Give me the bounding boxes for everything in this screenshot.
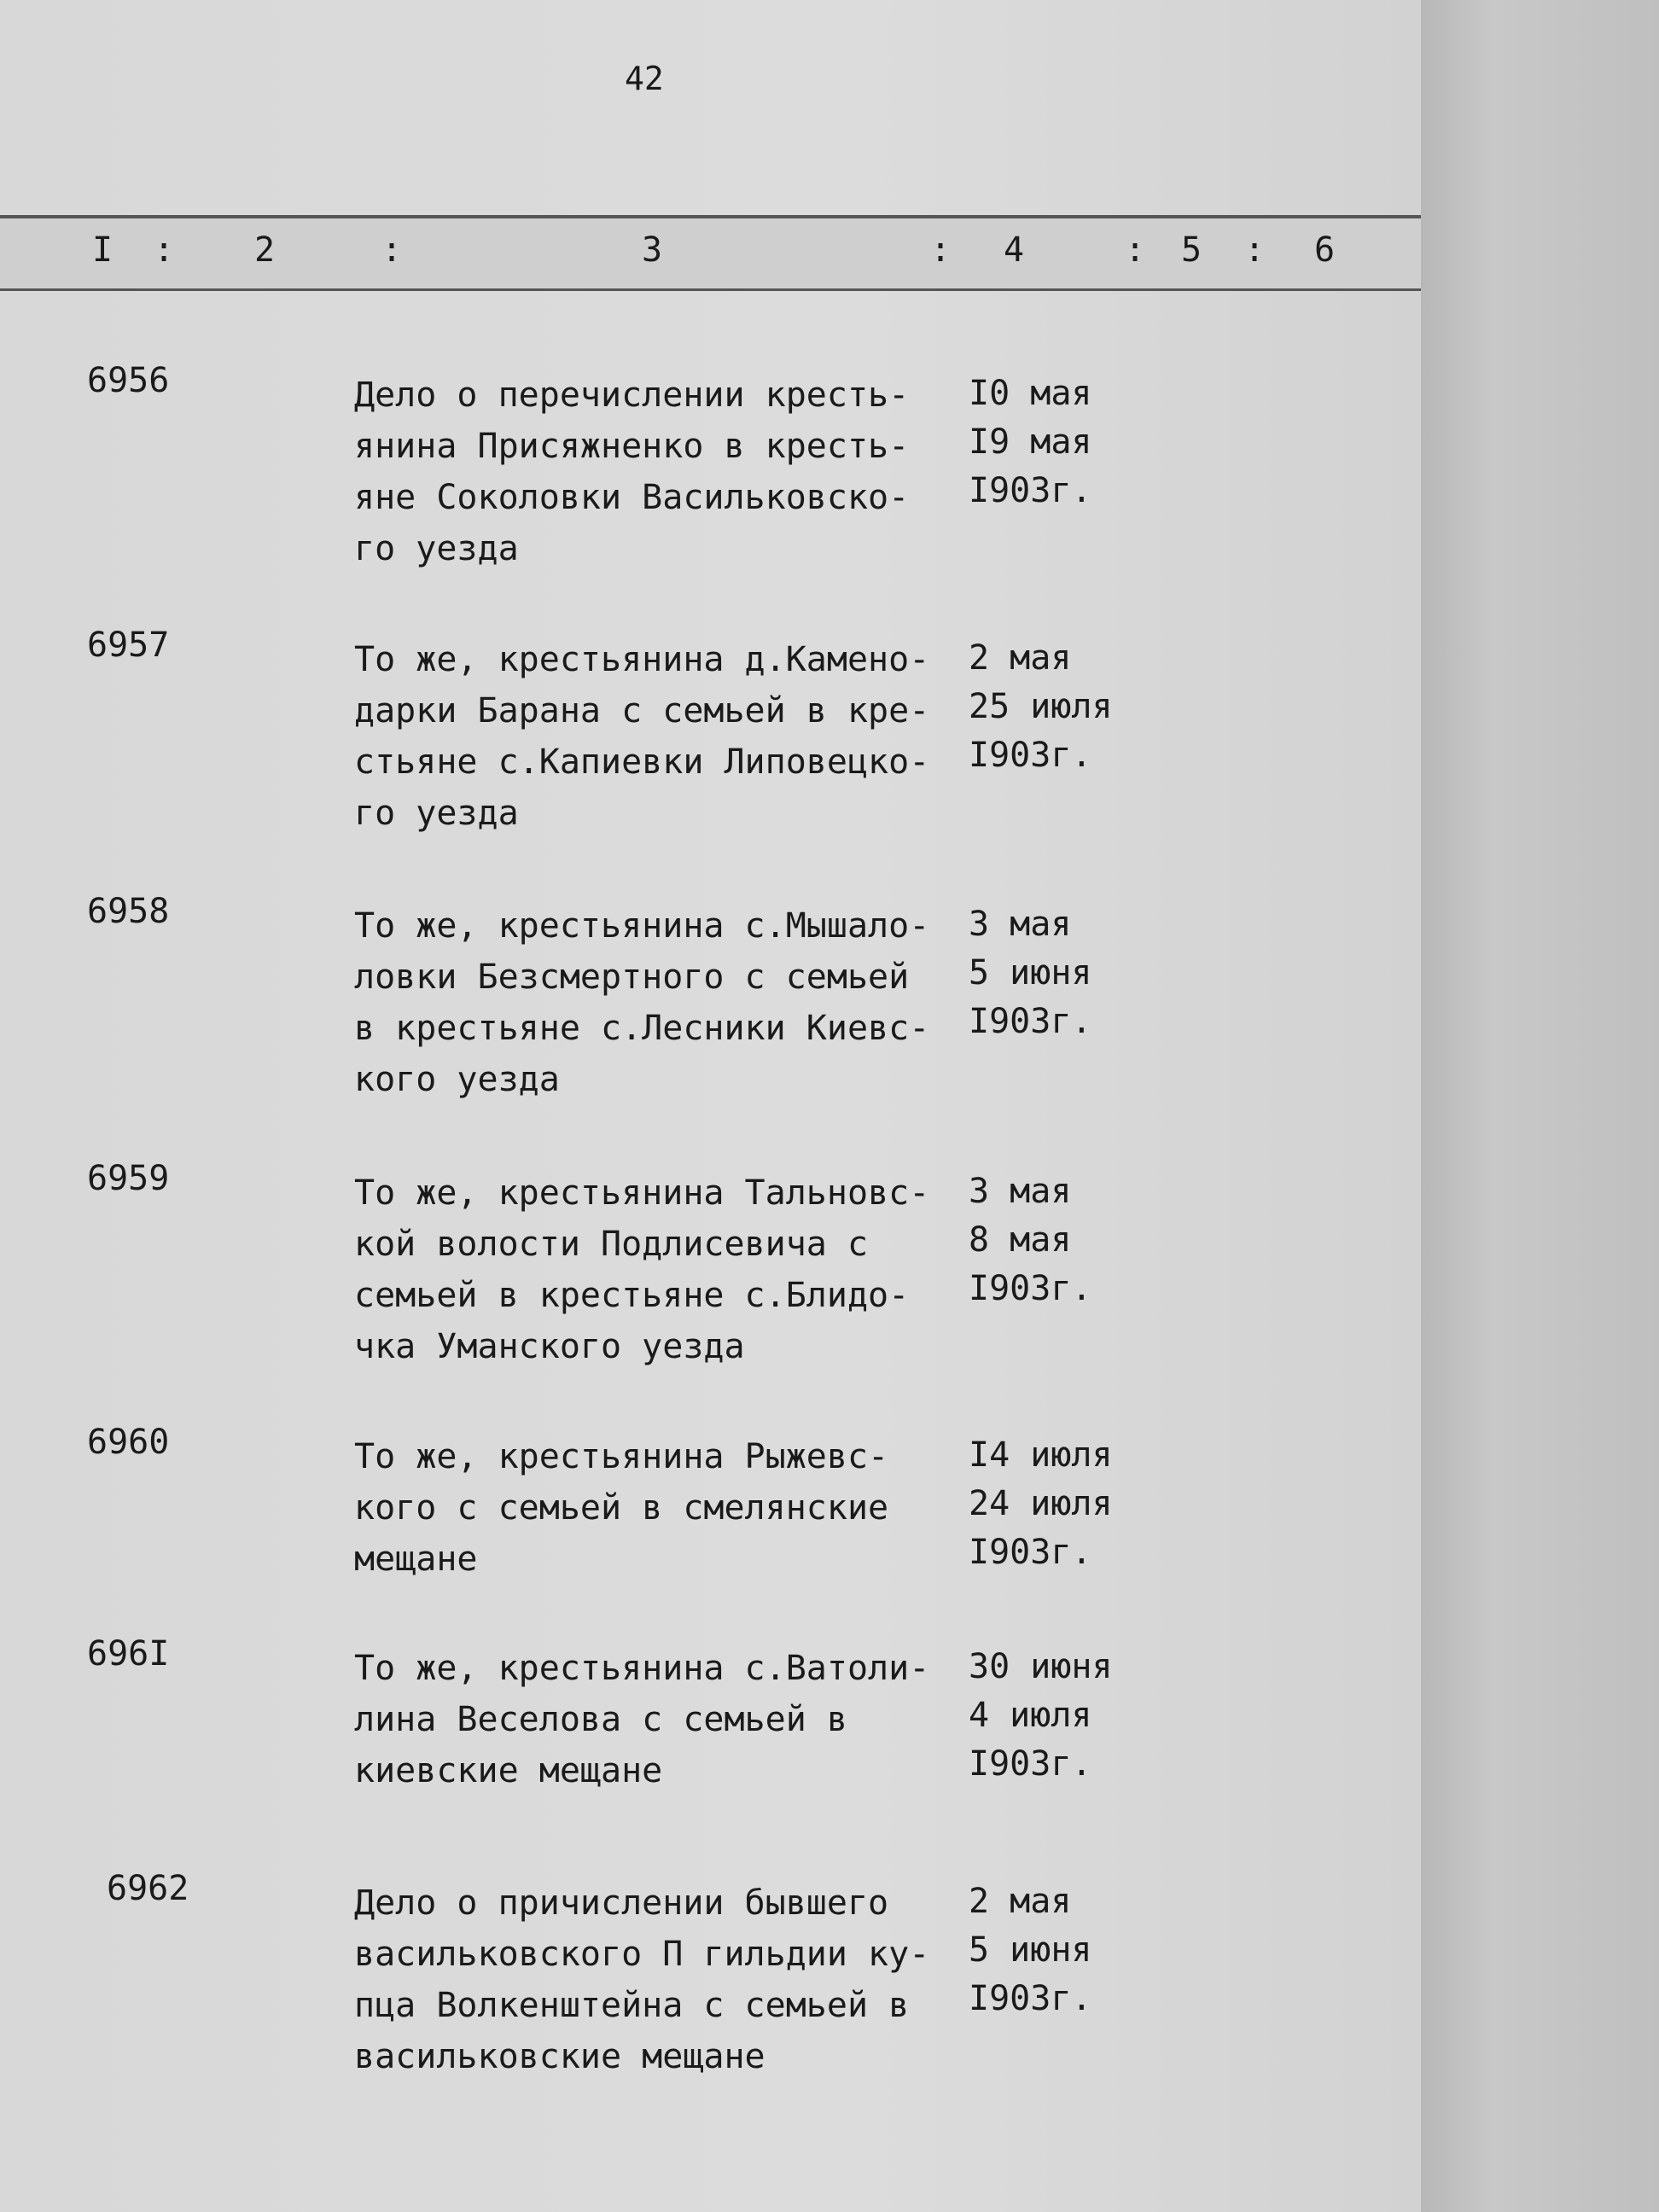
entry-number: 696I [87, 1634, 170, 1674]
date-start: 2 мая [969, 638, 1072, 678]
column-separator: : [1125, 230, 1146, 270]
date-start: I4 июля [969, 1435, 1113, 1475]
description-line: мещане [354, 1540, 478, 1579]
date-end: I9 мая [969, 422, 1092, 462]
description-line: киевские мещане [354, 1751, 663, 1790]
description-line: яне Соколовки Васильковско- [354, 478, 910, 517]
description-line: кого уезда [354, 1060, 560, 1099]
date-start: 3 мая [969, 905, 1072, 944]
entry-number: 6958 [87, 892, 170, 931]
description-line: То же, крестьянина д.Камено- [354, 640, 930, 679]
date-start: 3 мая [969, 1172, 1072, 1211]
date-end: 8 мая [969, 1220, 1072, 1260]
column-separator: : [381, 230, 403, 270]
entry-dates [969, 1167, 1092, 1313]
date-start: 30 июня [969, 1647, 1113, 1686]
list-item [0, 361, 1421, 617]
description-line: ловки Безсмертного с семьей [354, 958, 910, 997]
date-year: I903г. [969, 736, 1092, 775]
entry-description [354, 1167, 952, 1372]
date-start: I0 мая [969, 374, 1092, 413]
page-edge-shadow [1421, 0, 1659, 2212]
list-item [0, 1869, 1421, 2125]
description-line: То же, крестьянина с.Мышало- [354, 906, 930, 946]
entry-dates [969, 1877, 1092, 2023]
description-line: То же, крестьянина с.Ватоли- [354, 1649, 930, 1688]
column-separator: : [154, 230, 175, 270]
column-header-5: 5 [1181, 230, 1202, 270]
entry-number: 6960 [87, 1423, 170, 1462]
description-line: в крестьяне с.Лесники Киевс- [354, 1009, 930, 1048]
entry-dates [969, 1431, 1113, 1577]
date-start: 2 мая [969, 1882, 1072, 1921]
list-item [0, 1634, 1421, 1890]
column-header-4: 4 [1004, 230, 1025, 270]
description-line: кой волости Подлисевича с [354, 1225, 869, 1264]
description-line: кого с семьей в смелянские [354, 1488, 889, 1528]
list-item [0, 1159, 1421, 1415]
description-line: васильковского П гильдии ку- [354, 1935, 930, 1974]
list-item [0, 892, 1421, 1148]
column-header-3: 3 [642, 230, 663, 270]
date-year: I903г. [969, 1979, 1092, 2018]
entry-dates [969, 370, 1092, 515]
description-line: лина Веселова с семьей в [354, 1700, 847, 1739]
description-line: го уезда [354, 529, 519, 568]
date-year: I903г. [969, 1269, 1092, 1308]
description-line: Дело о причислении бывшего [354, 1883, 889, 1923]
entry-description [354, 634, 952, 839]
description-line: То же, крестьянина Тальновс- [354, 1173, 930, 1213]
column-separator: : [1244, 230, 1266, 270]
description-line: янина Присяжненко в кресть- [354, 427, 910, 466]
entry-number: 6959 [87, 1159, 170, 1198]
entry-number: 6962 [107, 1869, 189, 1908]
list-item [0, 626, 1421, 882]
page-number: 42 [625, 60, 664, 97]
entry-number: 6957 [87, 626, 170, 665]
entry-dates [969, 1643, 1113, 1789]
header-bottom-rule [0, 288, 1421, 291]
date-end: 5 июня [969, 1930, 1092, 1970]
description-line: пца Волкенштейна с семьей в [354, 1986, 910, 2025]
entry-description [354, 1877, 952, 2082]
description-line: го уезда [354, 794, 519, 833]
description-line: семьей в крестьяне с.Блидо- [354, 1276, 910, 1315]
description-line: Дело о перечислении кресть- [354, 375, 910, 415]
entry-dates [969, 900, 1092, 1046]
column-header-2: 2 [254, 230, 276, 270]
column-header-6: 6 [1314, 230, 1336, 270]
date-year: I903г. [969, 471, 1092, 510]
entry-description [354, 1431, 952, 1585]
description-line: То же, крестьянина Рыжевс- [354, 1437, 889, 1476]
description-line: стьяне с.Капиевки Липовецко- [354, 742, 930, 782]
date-end: 5 июня [969, 953, 1092, 992]
date-year: I903г. [969, 1744, 1092, 1784]
entry-description [354, 370, 952, 574]
column-header-1: I [92, 230, 114, 270]
entry-description [354, 1643, 952, 1796]
entry-description [354, 900, 952, 1105]
date-year: I903г. [969, 1002, 1092, 1041]
date-end: 25 июля [969, 687, 1113, 726]
entry-number: 6956 [87, 361, 170, 400]
description-line: васильковские мещане [354, 2037, 765, 2076]
description-line: дарки Барана с семьей в кре- [354, 691, 930, 731]
date-end: 4 июля [969, 1696, 1092, 1735]
entry-dates [969, 634, 1113, 780]
date-year: I903г. [969, 1533, 1092, 1572]
column-header-band [0, 218, 1421, 288]
column-separator: : [930, 230, 952, 270]
date-end: 24 июля [969, 1484, 1113, 1523]
description-line: чка Уманского уезда [354, 1327, 745, 1366]
